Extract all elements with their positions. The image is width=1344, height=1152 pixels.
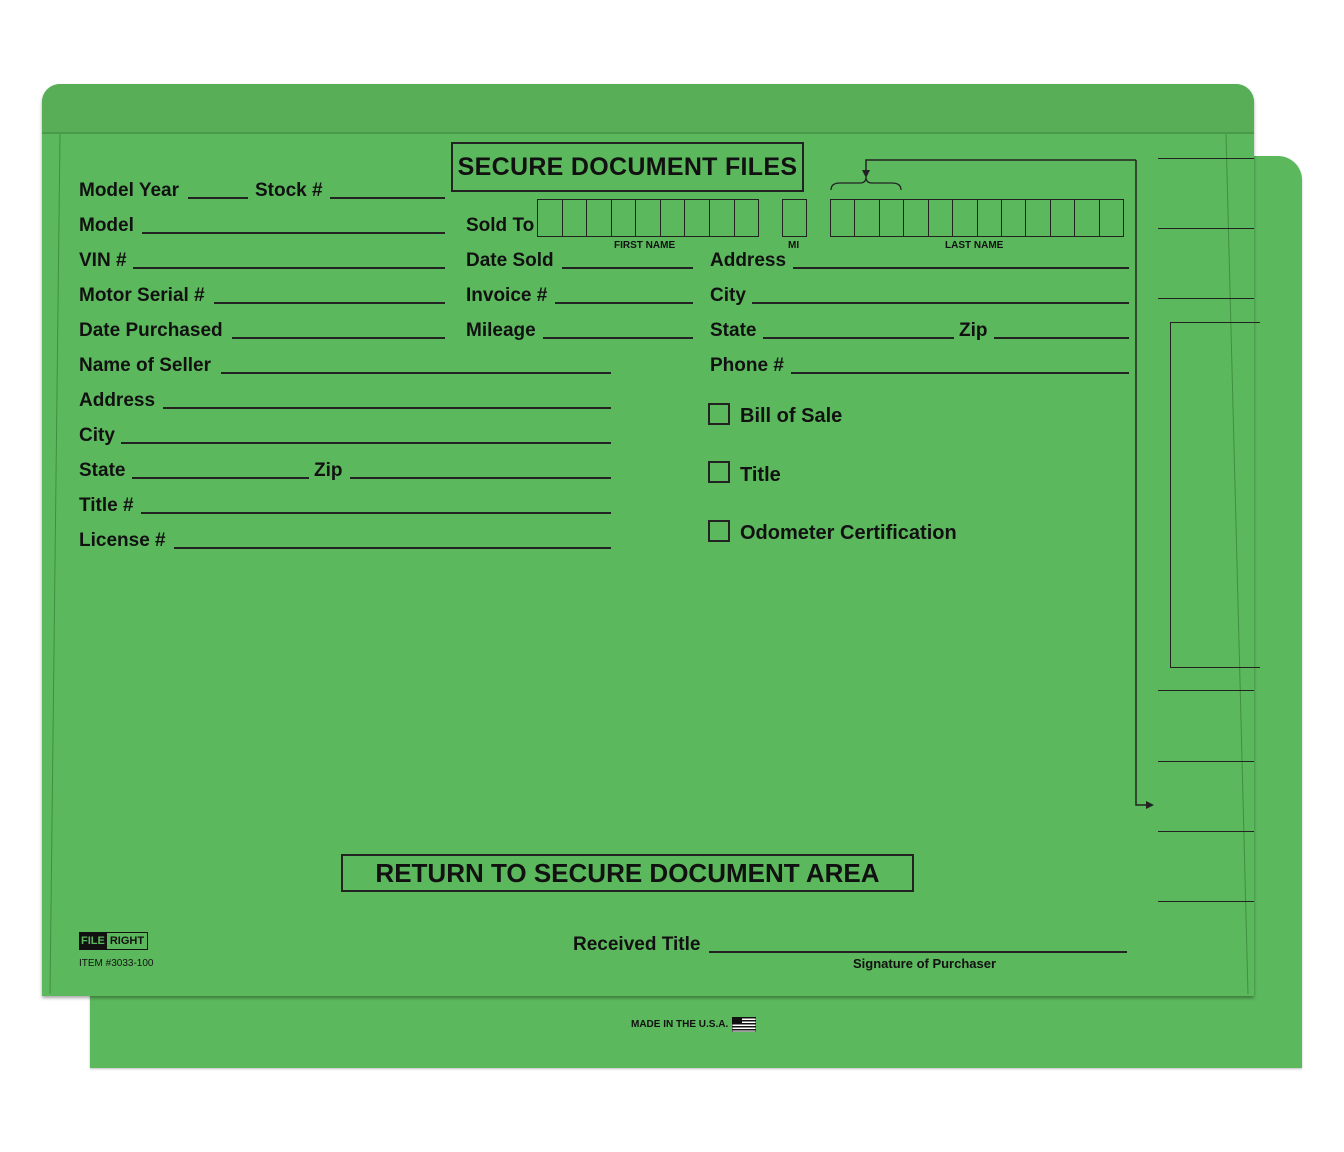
title-check-label: Title [740, 464, 781, 486]
page-title: SECURE DOCUMENT FILES [457, 152, 798, 181]
odometer-label: Odometer Certification [740, 522, 957, 544]
buyer-state-label: State [710, 320, 757, 341]
file-right-logo [79, 932, 148, 950]
name-of-seller-label: Name of Seller [79, 355, 211, 376]
seller-address-label: Address [79, 390, 156, 411]
first-name-caption: FIRST NAME [614, 240, 676, 251]
vin-label: VIN # [79, 250, 127, 271]
buyer-zip-label: Zip [959, 320, 988, 341]
date-purchased-label: Date Purchased [79, 320, 223, 341]
tab-line [1158, 901, 1254, 902]
tab-line [1158, 158, 1254, 159]
label-window [1170, 322, 1260, 668]
model-year-label: Model Year [79, 180, 179, 201]
signature-caption: Signature of Purchaser [853, 956, 997, 971]
made-in-label: MADE IN THE U.S.A. [631, 1019, 729, 1030]
bill-of-sale-label: Bill of Sale [740, 405, 843, 427]
model-label: Model [79, 215, 134, 236]
title-number-label: Title # [79, 495, 134, 516]
tab-line [1158, 690, 1254, 691]
item-number: ITEM #3033-100 [79, 958, 154, 969]
buyer-address-label: Address [710, 250, 787, 271]
license-label: License # [79, 530, 166, 551]
logo-right-text: RIGHT [107, 932, 148, 950]
sold-to-label: Sold To [466, 215, 535, 236]
motor-serial-label: Motor Serial # [79, 285, 205, 306]
buyer-phone-label: Phone # [710, 355, 784, 376]
seller-state-label: State [79, 460, 126, 481]
last-name-caption: LAST NAME [945, 240, 1004, 251]
date-sold-label: Date Sold [466, 250, 554, 271]
tab-line [1158, 228, 1254, 229]
logo-file-text: FILE [79, 932, 107, 950]
tab-line [1158, 761, 1254, 762]
mileage-label: Mileage [466, 320, 536, 341]
seller-city-label: City [79, 425, 115, 446]
invoice-label: Invoice # [466, 285, 548, 306]
stock-label: Stock # [255, 180, 323, 201]
buyer-city-label: City [710, 285, 746, 306]
seller-zip-label: Zip [314, 460, 343, 481]
return-banner [341, 854, 914, 892]
mi-caption: MI [788, 240, 800, 251]
tab-line [1158, 831, 1254, 832]
return-banner-label: RETURN TO SECURE DOCUMENT AREA [375, 857, 880, 888]
received-title-field[interactable] [709, 951, 1127, 953]
tab-line [1158, 298, 1254, 299]
received-title-label: Received Title [573, 934, 701, 955]
